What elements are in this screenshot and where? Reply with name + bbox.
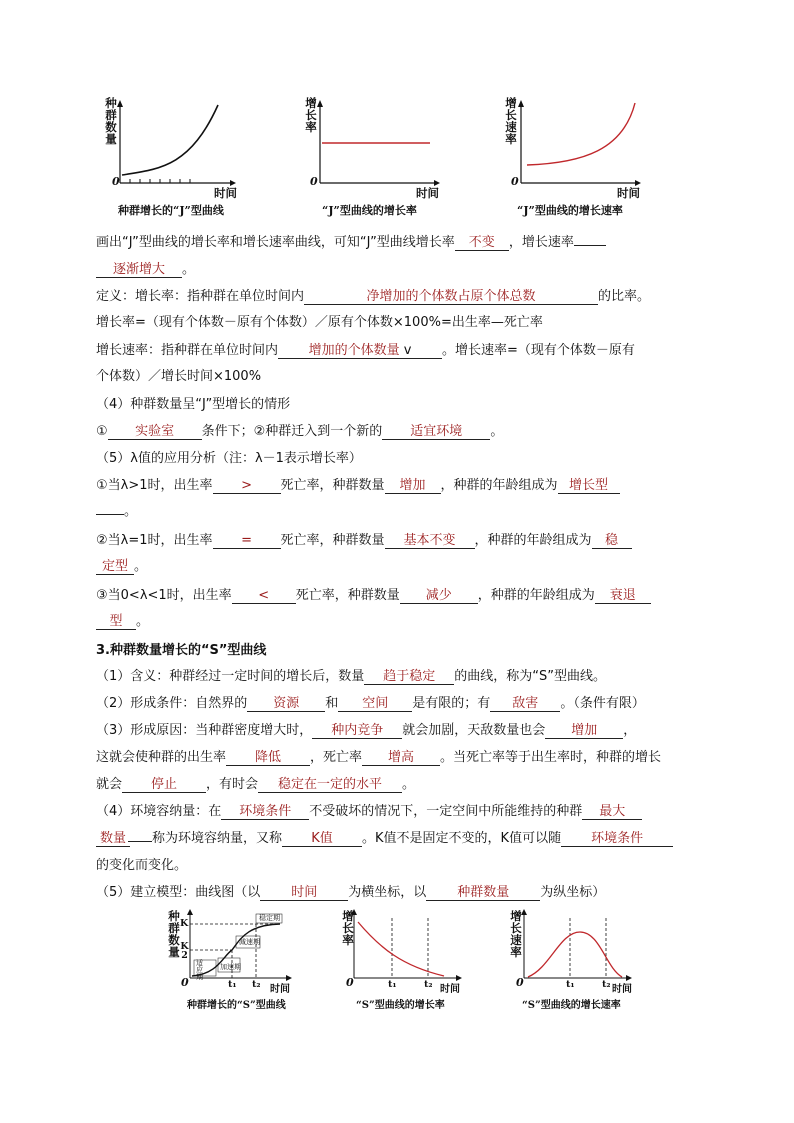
text: 就会 <box>96 777 123 792</box>
answer-blank: 适宜环境 <box>382 424 490 440</box>
text: 的比率。 <box>598 289 651 304</box>
text: ，有时会 <box>206 777 259 792</box>
text-line <box>96 692 706 712</box>
answer-blank: 环境条件 <box>221 804 309 820</box>
figure-caption: “J”型曲线的增长速率 <box>517 204 623 217</box>
axis-xlabel: 时间 <box>270 984 290 995</box>
label-decel: 减速期 <box>239 938 260 946</box>
text: ，种群的年龄组成为 <box>474 533 592 548</box>
text-line <box>96 474 706 494</box>
answer-blank: 时间 <box>260 885 348 901</box>
axis-xlabel: 时间 <box>617 186 640 200</box>
text: 死亡率，种群数量 <box>295 588 400 603</box>
answer-blank: = <box>213 533 281 549</box>
answer-blank: 基本不变 <box>385 533 475 549</box>
text-line <box>96 665 706 685</box>
text: 。当死亡率等于出生率时，种群的增长 <box>440 750 662 765</box>
text-line <box>96 719 706 739</box>
answer-blank: 型 <box>96 614 136 630</box>
answer-blank <box>574 245 606 246</box>
text: （1）含义：种群经过一定时间的增长后，数量 <box>96 669 365 684</box>
answer-blank: 最大 <box>582 804 642 820</box>
text: 。K值不是固定不变的，K值可以随 <box>362 831 562 846</box>
text-line <box>96 800 706 820</box>
text: ，死亡率 <box>310 750 363 765</box>
answer-blank <box>96 514 124 515</box>
answer-blank: 衰退 <box>595 588 651 604</box>
text: ① <box>96 424 108 439</box>
figure-caption: “S”型曲线的增长速率 <box>522 1000 621 1011</box>
figure-j-growth-speed <box>503 95 643 217</box>
text-line <box>96 746 706 766</box>
answer-blank: 种群数量 <box>426 885 540 901</box>
figure-caption: 种群增长的“J”型曲线 <box>118 204 224 217</box>
text-line <box>96 231 706 251</box>
tick-t1: t₁ <box>388 979 397 990</box>
text: 画出“J”型曲线的增长率和增长速率曲线，可知“J”型曲线增长率 <box>96 235 455 250</box>
answer-blank: 空间 <box>338 696 412 712</box>
text: 的曲线，称为“S”型曲线。 <box>454 669 607 684</box>
answer-blank: > <box>213 478 281 494</box>
tick-t2: t₂ <box>252 979 261 990</box>
axis-ylabel: 增长率 <box>305 96 317 134</box>
answer-blank: 数量 <box>96 831 130 847</box>
tick-t1: t₁ <box>566 979 575 990</box>
text: ②当λ=1时，出生率 <box>96 533 213 548</box>
axis-origin: 0 <box>511 175 519 188</box>
answer-blank: 降低 <box>226 750 310 766</box>
text: ③当0<λ<1时，出生率 <box>96 588 232 603</box>
text: 不受破坏的情况下，一定空间中所能维持的种群 <box>309 804 583 819</box>
answer-blank: 停止 <box>122 777 206 793</box>
axis-xlabel: 时间 <box>416 186 439 200</box>
text-line <box>96 773 706 793</box>
figure-s-growth-rate <box>340 908 470 1011</box>
text: （4）环境容纳量：在 <box>96 804 222 819</box>
text-line <box>96 285 706 305</box>
answer-blank: 种内竞争 <box>312 723 402 739</box>
answer: 增加的个体数量 <box>308 343 400 358</box>
axis-ylabel: 增长速率 <box>510 909 522 959</box>
text-line <box>96 529 706 549</box>
figure-caption: “S”型曲线的增长率 <box>356 1000 445 1011</box>
answer-blank: < <box>232 588 296 604</box>
text-line <box>96 827 706 847</box>
text: 称为环境容纳量，又称 <box>152 831 283 846</box>
text-line <box>96 420 706 440</box>
answer-blank: 实验室 <box>108 424 202 440</box>
answer-blank <box>128 841 152 842</box>
answer-blank: 减少 <box>400 588 478 604</box>
text: 定义：增长率：指种群在单位时间内 <box>96 289 305 304</box>
answer-blank: 逐渐增大 <box>96 262 182 278</box>
text-line <box>96 584 706 604</box>
label-accel: 加速期 <box>220 963 241 971</box>
text: ，种群的年龄组成为 <box>477 588 595 603</box>
answer-blank: 增高 <box>362 750 440 766</box>
text-line <box>96 258 706 278</box>
text-line: 个体数）／增长时间×100% <box>96 369 262 384</box>
label-adapt: 适应期 <box>196 959 203 981</box>
tick-t2: t₂ <box>602 979 611 990</box>
text: 。 <box>402 777 416 792</box>
answer-blank <box>278 343 442 359</box>
text: 就会加剧，天敌数量也会 <box>402 723 546 738</box>
tick-t2: t₂ <box>424 979 433 990</box>
axis-ylabel: 增长速率 <box>505 96 517 146</box>
text: ，种群的年龄组成为 <box>440 478 558 493</box>
text: 死亡率，种群数量 <box>280 533 385 548</box>
figure-j-curve <box>100 95 240 217</box>
answer-blank: 趋于稳定 <box>364 669 454 685</box>
axis-origin: 0 <box>310 175 318 188</box>
section-heading: 3.种群数量增长的“S”型曲线 <box>96 643 267 658</box>
text: 。 <box>490 424 504 439</box>
text: 为纵坐标） <box>540 885 606 900</box>
text: 。 <box>134 559 148 574</box>
answer-blank: K值 <box>282 831 362 847</box>
text: （5）建立模型：曲线图（以 <box>96 885 261 900</box>
text-line <box>96 500 706 519</box>
axis-xlabel: 时间 <box>612 984 632 995</box>
axis-xlabel: 时间 <box>214 186 237 200</box>
label-k-half-den: 2 <box>181 950 188 961</box>
text: 。（条件有限） <box>560 696 645 711</box>
axis-ylabel: 种群数量 <box>168 909 180 959</box>
figure-caption: “J”型曲线的增长率 <box>322 204 417 217</box>
text: 为横坐标，以 <box>348 885 427 900</box>
axis-origin: 0 <box>516 976 524 989</box>
answer-blank: 定型 <box>96 559 134 575</box>
axis-ylabel: 种群数量 <box>105 96 117 146</box>
figure-caption: 种群增长的“S”型曲线 <box>187 1000 286 1011</box>
text-line: 的变化而变化。 <box>96 858 188 873</box>
text: 。 <box>136 614 150 629</box>
answer-blank: 净增加的个体数占原个体总数 <box>304 289 598 305</box>
text-line <box>96 339 706 359</box>
tick-t1: t₁ <box>228 979 237 990</box>
text: 条件下；②种群迁入到一个新的 <box>201 424 383 439</box>
figure-s-growth-speed <box>510 908 640 1011</box>
text: （3）形成原因：当种群密度增大时， <box>96 723 313 738</box>
text-line: （5）λ值的应用分析（注：λ－1表示增长率） <box>96 451 362 466</box>
text: ①当λ>1时，出生率 <box>96 478 213 493</box>
label-k: K <box>180 918 189 929</box>
text: 是有限的；有 <box>412 696 491 711</box>
text: 这就会使种群的出生率 <box>96 750 227 765</box>
text: 增长速率：指种群在单位时间内 <box>96 343 279 358</box>
text: （2）形成条件：自然界的 <box>96 696 248 711</box>
answer-blank: 不变 <box>455 235 509 251</box>
text-line <box>96 881 706 901</box>
figure-j-growth-rate <box>302 95 442 217</box>
answer-blank: 增长型 <box>558 478 620 494</box>
answer-blank: 敌害 <box>490 696 560 712</box>
text: 和 <box>325 696 339 711</box>
text: 。 <box>182 262 196 277</box>
text: ， <box>623 723 637 738</box>
label-k-half <box>180 942 189 960</box>
text: 。 <box>124 504 138 519</box>
answer-blank: 资源 <box>247 696 325 712</box>
text-line <box>96 610 706 630</box>
text-line: 增长率=（现有个体数－原有个体数）／原有个体数×100%=出生率—死亡率 <box>96 315 543 330</box>
label-k-half-num: K <box>180 941 189 952</box>
axis-origin: 0 <box>181 976 189 989</box>
axis-ylabel: 增长率 <box>342 909 354 947</box>
axis-origin: 0 <box>112 175 120 188</box>
answer-blank: 环境条件 <box>561 831 673 847</box>
axis-xlabel: 时间 <box>440 984 460 995</box>
text-line <box>96 555 706 575</box>
text: 。增长速率=（现有个体数－原有 <box>442 343 635 358</box>
text: ，增长速率 <box>508 235 574 250</box>
text-line: （4）种群数量呈“J”型增长的情形 <box>96 397 291 412</box>
answer-blank: 增加 <box>385 478 441 494</box>
axis-origin: 0 <box>346 976 354 989</box>
answer: v <box>403 343 412 358</box>
answer-blank: 增加 <box>545 723 623 739</box>
answer-blank: 稳 <box>592 533 632 549</box>
figure-s-curve <box>168 908 298 1011</box>
label-stable: 稳定期 <box>259 914 280 922</box>
answer-blank: 稳定在一定的水平 <box>258 777 402 793</box>
text: 死亡率，种群数量 <box>280 478 385 493</box>
